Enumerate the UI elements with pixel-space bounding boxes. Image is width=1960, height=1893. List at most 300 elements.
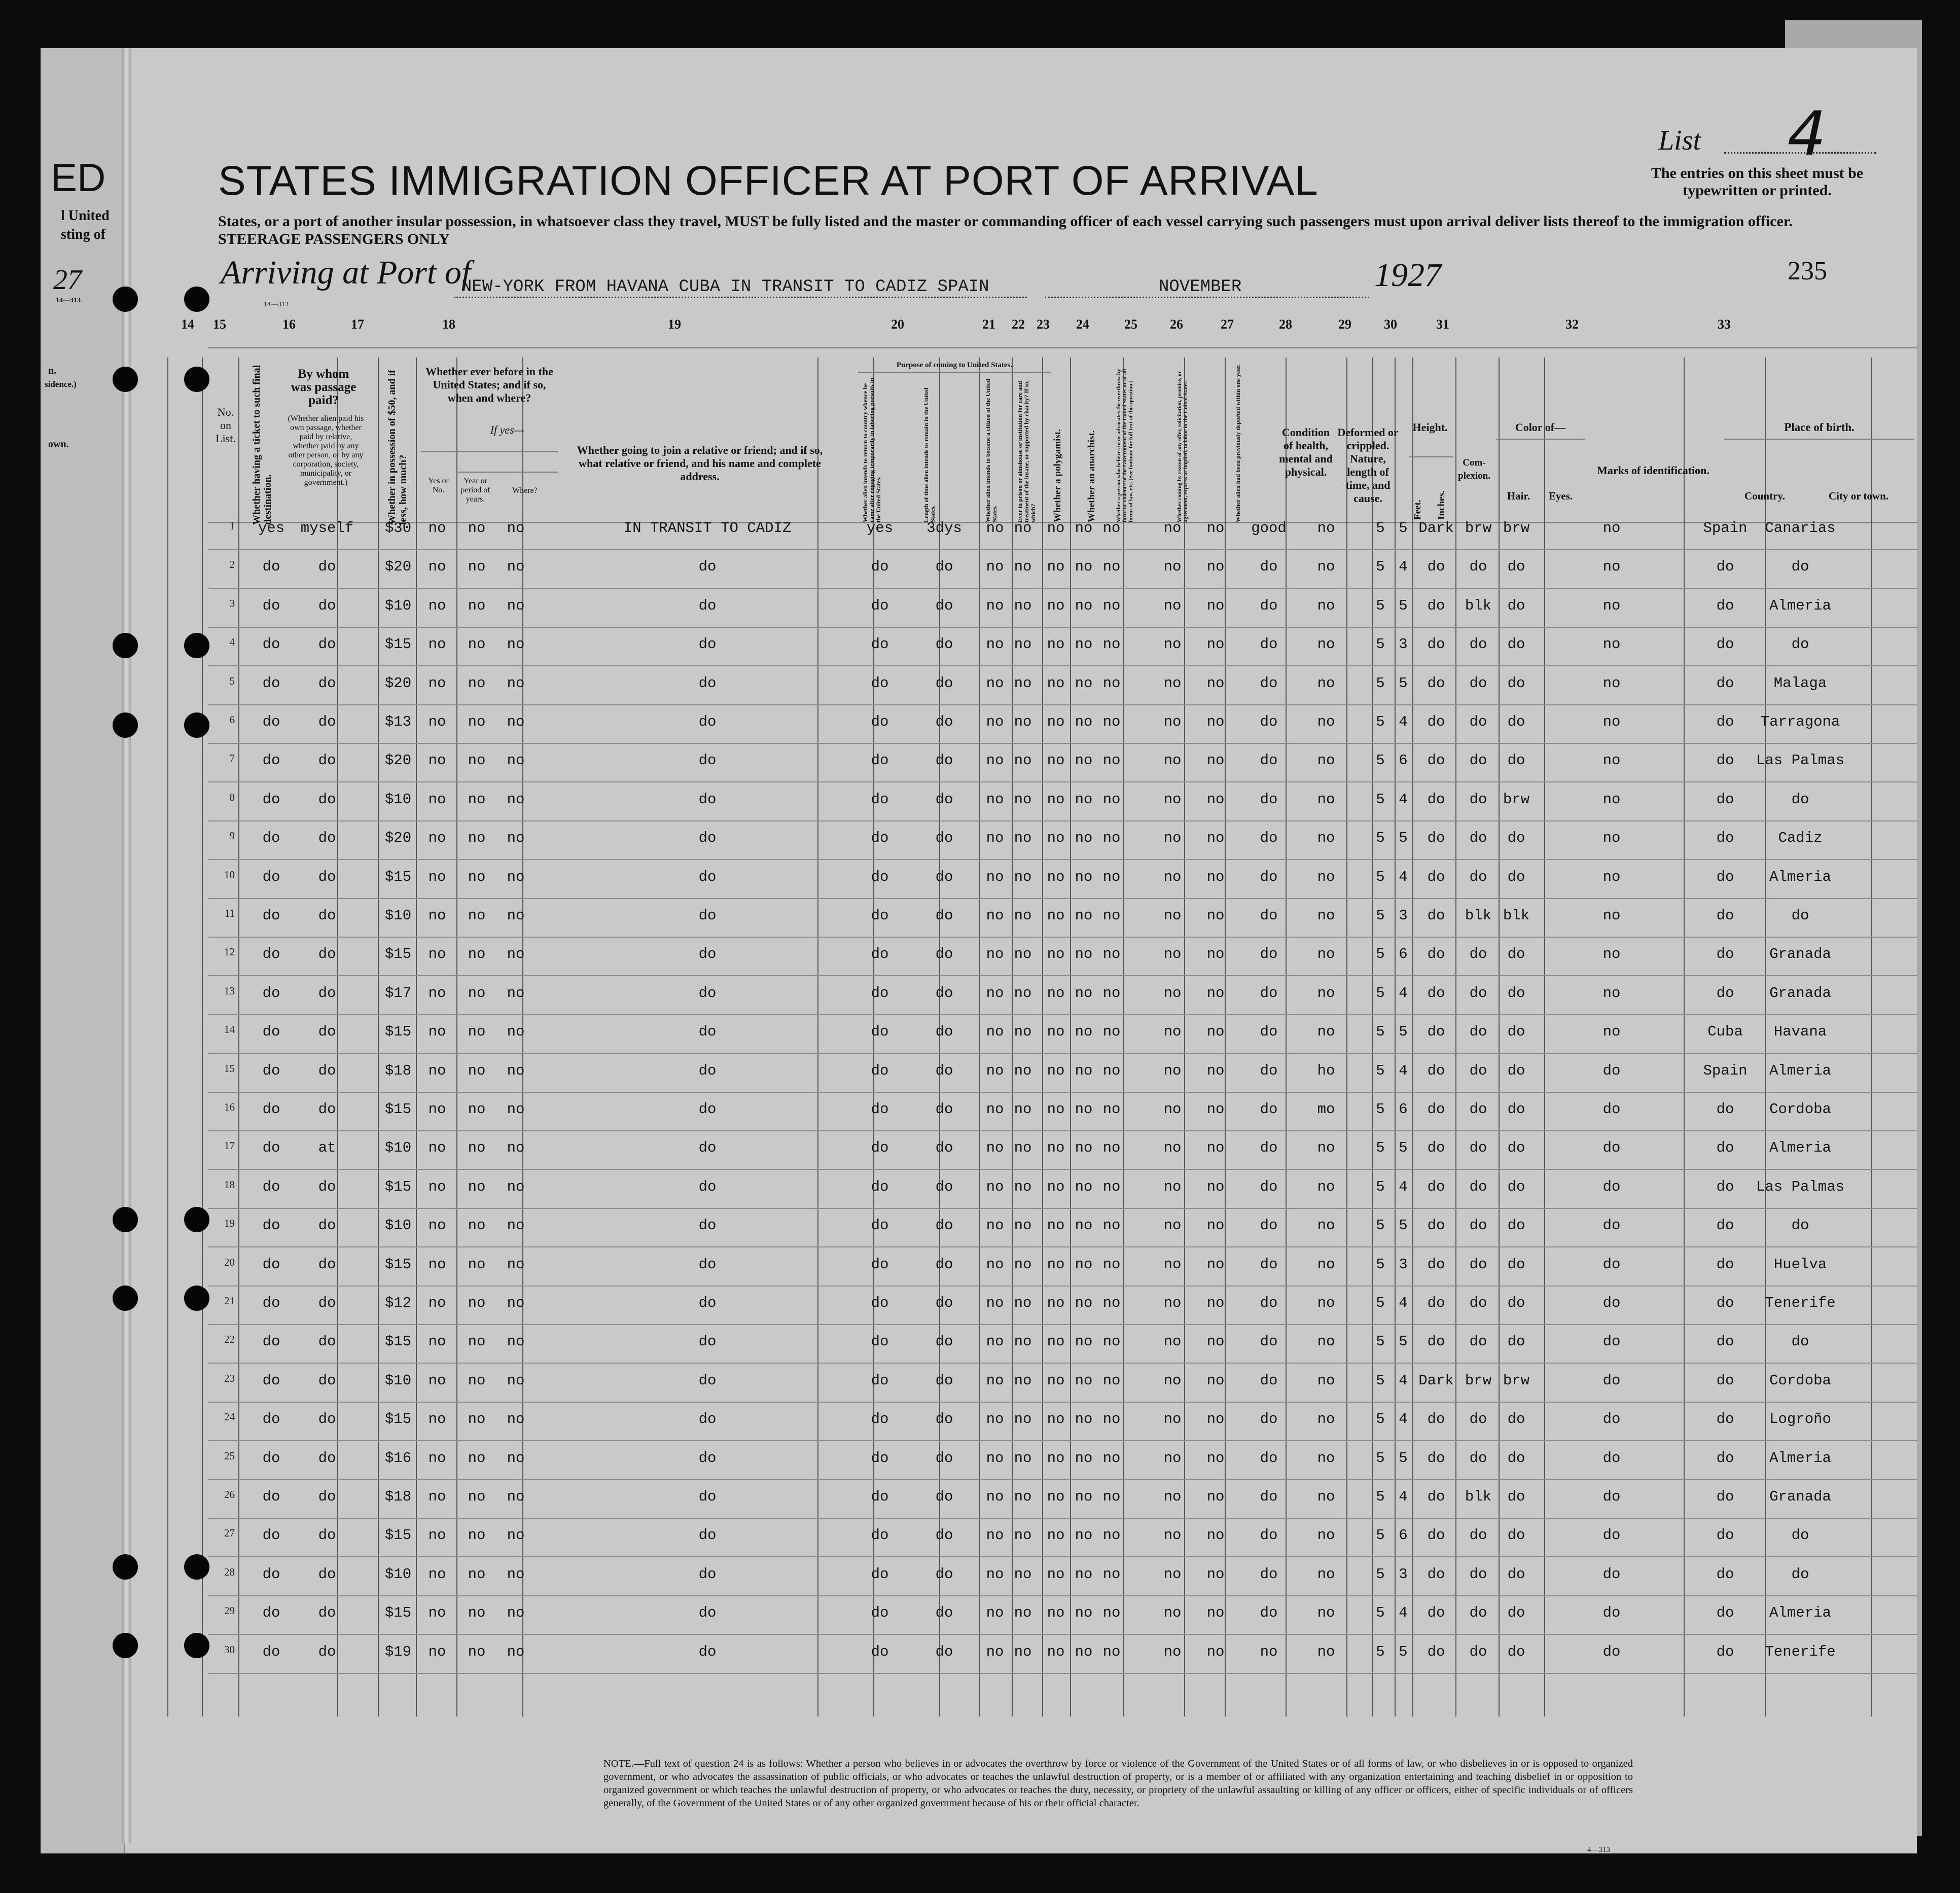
cell-country: do bbox=[1716, 1217, 1734, 1234]
cell-paid: do bbox=[318, 1565, 336, 1583]
col24-header: Whether a person who believes in or advocates the overthrow by force or violence of the Government of the United States or of all forms of law, etc. (See footnote for full text of this question.) bbox=[1116, 369, 1134, 522]
cell-cit: no bbox=[986, 1333, 1004, 1350]
cell-year: no bbox=[468, 1295, 486, 1311]
cell-where: no bbox=[507, 558, 525, 576]
cell-before: no bbox=[428, 907, 446, 924]
row-rule bbox=[208, 1092, 1917, 1093]
cell-anar: no bbox=[1075, 597, 1093, 614]
column-number: 32 bbox=[1565, 317, 1579, 332]
cell-where: no bbox=[507, 1178, 525, 1195]
cell-adv: no bbox=[1102, 636, 1121, 653]
row-rule bbox=[208, 1363, 1917, 1364]
col20b-header: Length of time alien intends to remain in the United States. bbox=[922, 387, 936, 522]
cell-feet: 5 bbox=[1376, 1488, 1385, 1505]
cell-join: do bbox=[698, 1062, 717, 1079]
cell-prison: no bbox=[1014, 1527, 1032, 1544]
cell-ticket: do bbox=[262, 984, 280, 1002]
cell-poly: no bbox=[1047, 558, 1065, 576]
cell-where: no bbox=[507, 520, 525, 537]
cell-cit: no bbox=[986, 907, 1004, 924]
cell-health: do bbox=[1260, 984, 1278, 1002]
cell-inches: 5 bbox=[1399, 520, 1408, 537]
cell-health: do bbox=[1260, 1178, 1278, 1195]
cell-cit: no bbox=[986, 1643, 1004, 1660]
cell-deformed: no bbox=[1317, 1488, 1335, 1505]
cell-complexion: do bbox=[1427, 1604, 1445, 1622]
cell-anar: no bbox=[1075, 1643, 1093, 1660]
cell-cit: no bbox=[986, 520, 1004, 537]
col19-header: Whether going to join a relative or friend; and if so, what relative or friend, and his name and complete address. bbox=[577, 444, 823, 483]
row-number: 5 bbox=[229, 674, 235, 687]
cell-offer: no bbox=[1163, 984, 1182, 1002]
column-rule bbox=[1184, 358, 1185, 1717]
cell-hair: do bbox=[1469, 636, 1487, 653]
cell-city: do bbox=[1791, 907, 1809, 924]
cell-money: $17 bbox=[384, 984, 412, 1002]
cell-eyes: do bbox=[1507, 636, 1525, 653]
cell-feet: 5 bbox=[1376, 830, 1385, 847]
cell-hair: do bbox=[1469, 713, 1487, 730]
cell-adv: no bbox=[1102, 1062, 1121, 1079]
cell-money: $20 bbox=[384, 752, 412, 769]
row-number: 1 bbox=[229, 520, 235, 532]
cell-ticket: do bbox=[262, 1217, 280, 1234]
cell-hair: do bbox=[1469, 1449, 1487, 1467]
cell-city: Las Palmas bbox=[1756, 1178, 1845, 1195]
cell-offer: no bbox=[1163, 674, 1182, 692]
cell-inches: 6 bbox=[1399, 752, 1408, 769]
cell-deformed: no bbox=[1317, 636, 1335, 653]
cell-eyes: do bbox=[1507, 1062, 1525, 1079]
row-rule bbox=[208, 1285, 1917, 1287]
cell-eyes: do bbox=[1507, 868, 1525, 885]
cell-dep: no bbox=[1206, 520, 1225, 537]
arriving-dotted-line bbox=[454, 297, 1027, 298]
cell-year: no bbox=[468, 1372, 486, 1389]
cell-health: do bbox=[1260, 1488, 1278, 1505]
cell-adv: no bbox=[1102, 597, 1121, 614]
cell-feet: 5 bbox=[1376, 1139, 1385, 1157]
cell-before: no bbox=[428, 1372, 446, 1389]
cell-offer: no bbox=[1163, 1527, 1182, 1544]
cell-marks: do bbox=[1602, 1256, 1621, 1273]
cell-marks: no bbox=[1602, 558, 1621, 576]
cell-offer: no bbox=[1163, 752, 1182, 769]
col17-header: Whether in possession of $50, and if less, how much? bbox=[386, 370, 409, 525]
row-rule bbox=[208, 1246, 1917, 1247]
cell-country: do bbox=[1716, 1101, 1734, 1118]
cell-join: do bbox=[698, 1139, 717, 1157]
cell-inches: 6 bbox=[1399, 1527, 1408, 1544]
cell-join: IN TRANSIT TO CADIZ bbox=[623, 520, 792, 537]
cell-before: no bbox=[428, 636, 446, 653]
cell-offer: no bbox=[1163, 1062, 1182, 1079]
cell-ret: do bbox=[871, 752, 889, 769]
cell-poly: no bbox=[1047, 1295, 1065, 1311]
cell-prison: no bbox=[1014, 1256, 1032, 1273]
cell-city: Tenerife bbox=[1765, 1643, 1836, 1660]
cell-eyes: do bbox=[1507, 1023, 1525, 1041]
cell-money: $20 bbox=[384, 558, 412, 576]
cell-inches: 4 bbox=[1399, 1372, 1408, 1389]
cell-money: $10 bbox=[384, 597, 412, 614]
cell-year: no bbox=[468, 1062, 486, 1079]
row-rule bbox=[208, 704, 1917, 705]
cell-country: do bbox=[1716, 907, 1734, 924]
cell-paid: do bbox=[318, 1488, 336, 1505]
col31-hair: Hair. bbox=[1507, 490, 1530, 502]
cell-paid: do bbox=[318, 868, 336, 885]
cell-adv: no bbox=[1102, 713, 1121, 730]
cell-where: no bbox=[507, 1062, 525, 1079]
cell-eyes: do bbox=[1507, 1139, 1525, 1157]
cell-prison: no bbox=[1014, 558, 1032, 576]
cell-marks: do bbox=[1602, 1411, 1621, 1428]
cell-eyes: do bbox=[1507, 1178, 1525, 1195]
punch-hole bbox=[184, 1207, 209, 1232]
cell-inches: 4 bbox=[1399, 1295, 1408, 1311]
col27-header: Condition of health, mental and physical. bbox=[1279, 426, 1333, 478]
column-rule bbox=[1123, 358, 1124, 1717]
row-rule bbox=[208, 1518, 1917, 1519]
col32-header: Marks of identification. bbox=[1597, 464, 1709, 477]
cell-prison: no bbox=[1014, 1411, 1032, 1428]
punch-hole bbox=[113, 1633, 138, 1658]
cell-complexion: do bbox=[1427, 1565, 1445, 1583]
cell-before: no bbox=[428, 1527, 446, 1544]
cell-year: no bbox=[468, 636, 486, 653]
cell-where: no bbox=[507, 1527, 525, 1544]
cell-eyes: do bbox=[1507, 752, 1525, 769]
cell-where: no bbox=[507, 1217, 525, 1234]
cell-hair: do bbox=[1469, 1101, 1487, 1118]
cell-poly: no bbox=[1047, 1372, 1065, 1389]
cell-health: do bbox=[1260, 946, 1278, 963]
column-rule bbox=[1412, 358, 1413, 1717]
cell-adv: no bbox=[1102, 1372, 1121, 1389]
cell-before: no bbox=[428, 1295, 446, 1311]
cell-marks: no bbox=[1602, 907, 1621, 924]
cell-dep: no bbox=[1206, 830, 1225, 847]
cell-ret: do bbox=[871, 674, 889, 692]
cell-feet: 5 bbox=[1376, 1565, 1385, 1583]
cell-marks: do bbox=[1602, 1101, 1621, 1118]
cell-prison: no bbox=[1014, 1217, 1032, 1234]
cell-health: do bbox=[1260, 830, 1278, 847]
cell-offer: no bbox=[1163, 1488, 1182, 1505]
cell-year: no bbox=[468, 1139, 486, 1157]
cell-anar: no bbox=[1075, 558, 1093, 576]
cell-year: no bbox=[468, 1101, 486, 1118]
cell-poly: no bbox=[1047, 1604, 1065, 1622]
cell-before: no bbox=[428, 597, 446, 614]
cell-ticket: do bbox=[262, 1411, 280, 1428]
cell-paid: do bbox=[318, 636, 336, 653]
cell-city: Tenerife bbox=[1765, 1295, 1836, 1311]
cell-poly: no bbox=[1047, 1643, 1065, 1660]
cell-dep: no bbox=[1206, 907, 1225, 924]
cell-cit: no bbox=[986, 1062, 1004, 1079]
cell-feet: 5 bbox=[1376, 520, 1385, 537]
cell-deformed: no bbox=[1317, 907, 1335, 924]
cell-deformed: no bbox=[1317, 1527, 1335, 1544]
row-number: 7 bbox=[229, 752, 235, 765]
cell-prison: no bbox=[1014, 946, 1032, 963]
cell-offer: no bbox=[1163, 1139, 1182, 1157]
cell-complexion: do bbox=[1427, 830, 1445, 847]
cell-poly: no bbox=[1047, 1139, 1065, 1157]
cell-anar: no bbox=[1075, 1062, 1093, 1079]
cell-money: $10 bbox=[384, 1139, 412, 1157]
row-rule bbox=[208, 1595, 1917, 1596]
cell-where: no bbox=[507, 1333, 525, 1350]
cell-length: do bbox=[935, 752, 953, 769]
column-rule bbox=[1070, 358, 1071, 1717]
column-number: 18 bbox=[442, 317, 455, 332]
cell-ticket: do bbox=[262, 1488, 280, 1505]
cell-join: do bbox=[698, 558, 717, 576]
cell-health: do bbox=[1260, 1449, 1278, 1467]
row-number: 23 bbox=[224, 1372, 235, 1384]
cell-inches: 3 bbox=[1399, 636, 1408, 653]
row-number: 19 bbox=[224, 1217, 235, 1230]
cell-poly: no bbox=[1047, 868, 1065, 885]
cell-dep: no bbox=[1206, 984, 1225, 1002]
cell-offer: no bbox=[1163, 907, 1182, 924]
cell-ticket: do bbox=[262, 1178, 280, 1195]
cell-where: no bbox=[507, 1256, 525, 1273]
col29-inches: Inches. bbox=[1436, 490, 1447, 520]
cell-marks: no bbox=[1602, 868, 1621, 885]
cell-join: do bbox=[698, 791, 717, 808]
cell-year: no bbox=[468, 1023, 486, 1041]
cell-poly: no bbox=[1047, 1101, 1065, 1118]
cell-where: no bbox=[507, 1411, 525, 1428]
row-number: 10 bbox=[224, 868, 235, 881]
col18-subrule bbox=[421, 451, 558, 452]
cell-paid: do bbox=[318, 1449, 336, 1467]
row-rule bbox=[208, 1014, 1917, 1015]
cell-adv: no bbox=[1102, 1333, 1121, 1350]
cell-poly: no bbox=[1047, 1488, 1065, 1505]
cell-ret: do bbox=[871, 791, 889, 808]
cell-health: do bbox=[1260, 674, 1278, 692]
cell-prison: no bbox=[1014, 1488, 1032, 1505]
cell-cit: no bbox=[986, 1217, 1004, 1234]
cell-money: $15 bbox=[384, 1411, 412, 1428]
cell-ret: do bbox=[871, 1604, 889, 1622]
cell-inches: 5 bbox=[1399, 1449, 1408, 1467]
cell-offer: no bbox=[1163, 1411, 1182, 1428]
cell-country: do bbox=[1716, 597, 1734, 614]
cell-join: do bbox=[698, 984, 717, 1002]
col29-header: Height. bbox=[1412, 421, 1448, 434]
punch-hole bbox=[113, 1207, 138, 1232]
cell-where: no bbox=[507, 1643, 525, 1660]
cell-length: do bbox=[935, 597, 953, 614]
punch-hole bbox=[184, 633, 209, 658]
cell-prison: no bbox=[1014, 1062, 1032, 1079]
cell-inches: 5 bbox=[1399, 597, 1408, 614]
cell-eyes: do bbox=[1507, 1411, 1525, 1428]
cell-poly: no bbox=[1047, 984, 1065, 1002]
cell-length: do bbox=[935, 1217, 953, 1234]
row-rule bbox=[208, 781, 1917, 782]
cell-health: do bbox=[1260, 1256, 1278, 1273]
column-rule bbox=[1042, 358, 1043, 1717]
cell-dep: no bbox=[1206, 597, 1225, 614]
cell-prison: no bbox=[1014, 868, 1032, 885]
cell-cit: no bbox=[986, 1139, 1004, 1157]
cell-money: $20 bbox=[384, 830, 412, 847]
cell-feet: 5 bbox=[1376, 1062, 1385, 1079]
row-number: 16 bbox=[224, 1101, 235, 1113]
typewritten-note: The entries on this sheet must be typewritten or printed. bbox=[1651, 165, 1864, 199]
cell-hair: do bbox=[1469, 558, 1487, 576]
cell-money: $10 bbox=[384, 1372, 412, 1389]
column-number: 28 bbox=[1279, 317, 1292, 332]
column-number: 21 bbox=[982, 317, 995, 332]
cell-health: do bbox=[1260, 636, 1278, 653]
column-rule bbox=[167, 358, 168, 1717]
row-number: 30 bbox=[224, 1643, 235, 1656]
cell-before: no bbox=[428, 984, 446, 1002]
cell-complexion: do bbox=[1427, 713, 1445, 730]
cell-join: do bbox=[698, 1178, 717, 1195]
cell-feet: 5 bbox=[1376, 907, 1385, 924]
cell-complexion: do bbox=[1427, 674, 1445, 692]
cell-poly: no bbox=[1047, 1333, 1065, 1350]
cell-cit: no bbox=[986, 984, 1004, 1002]
cell-join: do bbox=[698, 1217, 717, 1234]
cell-health: do bbox=[1260, 1139, 1278, 1157]
cell-prison: no bbox=[1014, 1333, 1032, 1350]
cell-complexion: do bbox=[1427, 984, 1445, 1002]
cell-before: no bbox=[428, 791, 446, 808]
punch-hole bbox=[113, 633, 138, 658]
arrival-year: 1927 bbox=[1374, 257, 1441, 294]
cell-offer: no bbox=[1163, 597, 1182, 614]
column-number: 23 bbox=[1037, 317, 1050, 332]
cell-length: do bbox=[935, 984, 953, 1002]
column-number: 15 bbox=[213, 317, 226, 332]
cell-before: no bbox=[428, 1023, 446, 1041]
cell-poly: no bbox=[1047, 713, 1065, 730]
column-rule bbox=[1455, 358, 1456, 1717]
cell-dep: no bbox=[1206, 868, 1225, 885]
cell-poly: no bbox=[1047, 1023, 1065, 1041]
cell-city: do bbox=[1791, 1217, 1809, 1234]
col33-city: City or town. bbox=[1828, 490, 1889, 502]
cell-join: do bbox=[698, 1256, 717, 1273]
cell-adv: no bbox=[1102, 1023, 1121, 1041]
col33-country: Country. bbox=[1744, 490, 1785, 502]
row-number: 13 bbox=[224, 984, 235, 997]
footnote: NOTE.—Full text of question 24 is as follows: Whether a person who believes in or advocates the overthrow by force or violence of the Government of the United States or of all forms of law, or who disbelieves in or is opposed to organized government, or who advocates the assassination of public officials, or who advocates or teaches the unlawful destruction of property, or is a member of or affiliated with any organization entertaining and teaching disbelief in or opposition to organized government or which teaches the unlawful destruction of property, or who advocates or teaches the duty, necessity, or propriety of the unlawful assaulting or killing of any officer or officers, either of specific individuals or of officers generally, of the Government of the United States or of any other organized government because of his or their official character. bbox=[603, 1758, 1633, 1809]
cell-hair: brw bbox=[1465, 520, 1492, 537]
cell-length: do bbox=[935, 1256, 953, 1273]
cell-join: do bbox=[698, 1565, 717, 1583]
cell-cit: no bbox=[986, 752, 1004, 769]
cell-length: do bbox=[935, 1565, 953, 1583]
cell-where: no bbox=[507, 597, 525, 614]
cell-health: do bbox=[1260, 1062, 1278, 1079]
cell-hair: do bbox=[1469, 1139, 1487, 1157]
cell-before: no bbox=[428, 752, 446, 769]
cell-country: do bbox=[1716, 1333, 1734, 1350]
cell-adv: no bbox=[1102, 1565, 1121, 1583]
cell-city: Cordoba bbox=[1769, 1372, 1831, 1389]
cell-deformed: mo bbox=[1317, 1101, 1335, 1118]
cell-deformed: no bbox=[1317, 868, 1335, 885]
cell-adv: no bbox=[1102, 1488, 1121, 1505]
cell-before: no bbox=[428, 1139, 446, 1157]
column-number: 17 bbox=[351, 317, 364, 332]
cell-health: do bbox=[1260, 1372, 1278, 1389]
cell-complexion: do bbox=[1427, 868, 1445, 885]
cell-complexion: do bbox=[1427, 1527, 1445, 1544]
cell-before: no bbox=[428, 1488, 446, 1505]
row-number: 18 bbox=[224, 1178, 235, 1191]
cell-eyes: do bbox=[1507, 597, 1525, 614]
cell-prison: no bbox=[1014, 1101, 1032, 1118]
row-rule bbox=[208, 665, 1917, 666]
cell-hair: do bbox=[1469, 1527, 1487, 1544]
cell-prison: no bbox=[1014, 1604, 1032, 1622]
cell-adv: no bbox=[1102, 1643, 1121, 1660]
cell-health: do bbox=[1260, 558, 1278, 576]
col31-eyes: Eyes. bbox=[1548, 490, 1573, 502]
cell-year: no bbox=[468, 1488, 486, 1505]
cell-eyes: do bbox=[1507, 1527, 1525, 1544]
cell-money: $16 bbox=[384, 1449, 412, 1467]
cell-inches: 4 bbox=[1399, 1178, 1408, 1195]
cell-join: do bbox=[698, 1643, 717, 1660]
cell-health: do bbox=[1260, 1217, 1278, 1234]
cell-city: Tarragona bbox=[1760, 713, 1840, 730]
cell-where: no bbox=[507, 752, 525, 769]
row-rule bbox=[208, 1634, 1917, 1635]
stub-form-code: 14—313 bbox=[56, 297, 81, 304]
row-number: 12 bbox=[224, 946, 235, 958]
cell-offer: no bbox=[1163, 1643, 1182, 1660]
cell-poly: no bbox=[1047, 907, 1065, 924]
cell-year: no bbox=[468, 907, 486, 924]
column-number: 20 bbox=[891, 317, 904, 332]
punch-hole bbox=[113, 712, 138, 738]
cell-length: do bbox=[935, 1333, 953, 1350]
cell-ret: do bbox=[871, 1565, 889, 1583]
cell-ret: do bbox=[871, 1411, 889, 1428]
row-number: 27 bbox=[224, 1527, 235, 1540]
cell-deformed: no bbox=[1317, 1333, 1335, 1350]
cell-length: do bbox=[935, 1101, 953, 1118]
form-code: 14—313 bbox=[264, 301, 289, 308]
col18-where: Where? bbox=[512, 486, 538, 495]
cell-where: no bbox=[507, 1488, 525, 1505]
cell-adv: no bbox=[1102, 558, 1121, 576]
cell-money: $13 bbox=[384, 713, 412, 730]
row-number: 2 bbox=[229, 558, 235, 571]
cell-money: $15 bbox=[384, 1604, 412, 1622]
cell-city: do bbox=[1791, 1333, 1809, 1350]
cell-feet: 5 bbox=[1376, 1604, 1385, 1622]
cell-complexion: do bbox=[1427, 1256, 1445, 1273]
row-rule bbox=[208, 588, 1917, 589]
cell-marks: no bbox=[1602, 520, 1621, 537]
cell-adv: no bbox=[1102, 830, 1121, 847]
cell-adv: no bbox=[1102, 907, 1121, 924]
